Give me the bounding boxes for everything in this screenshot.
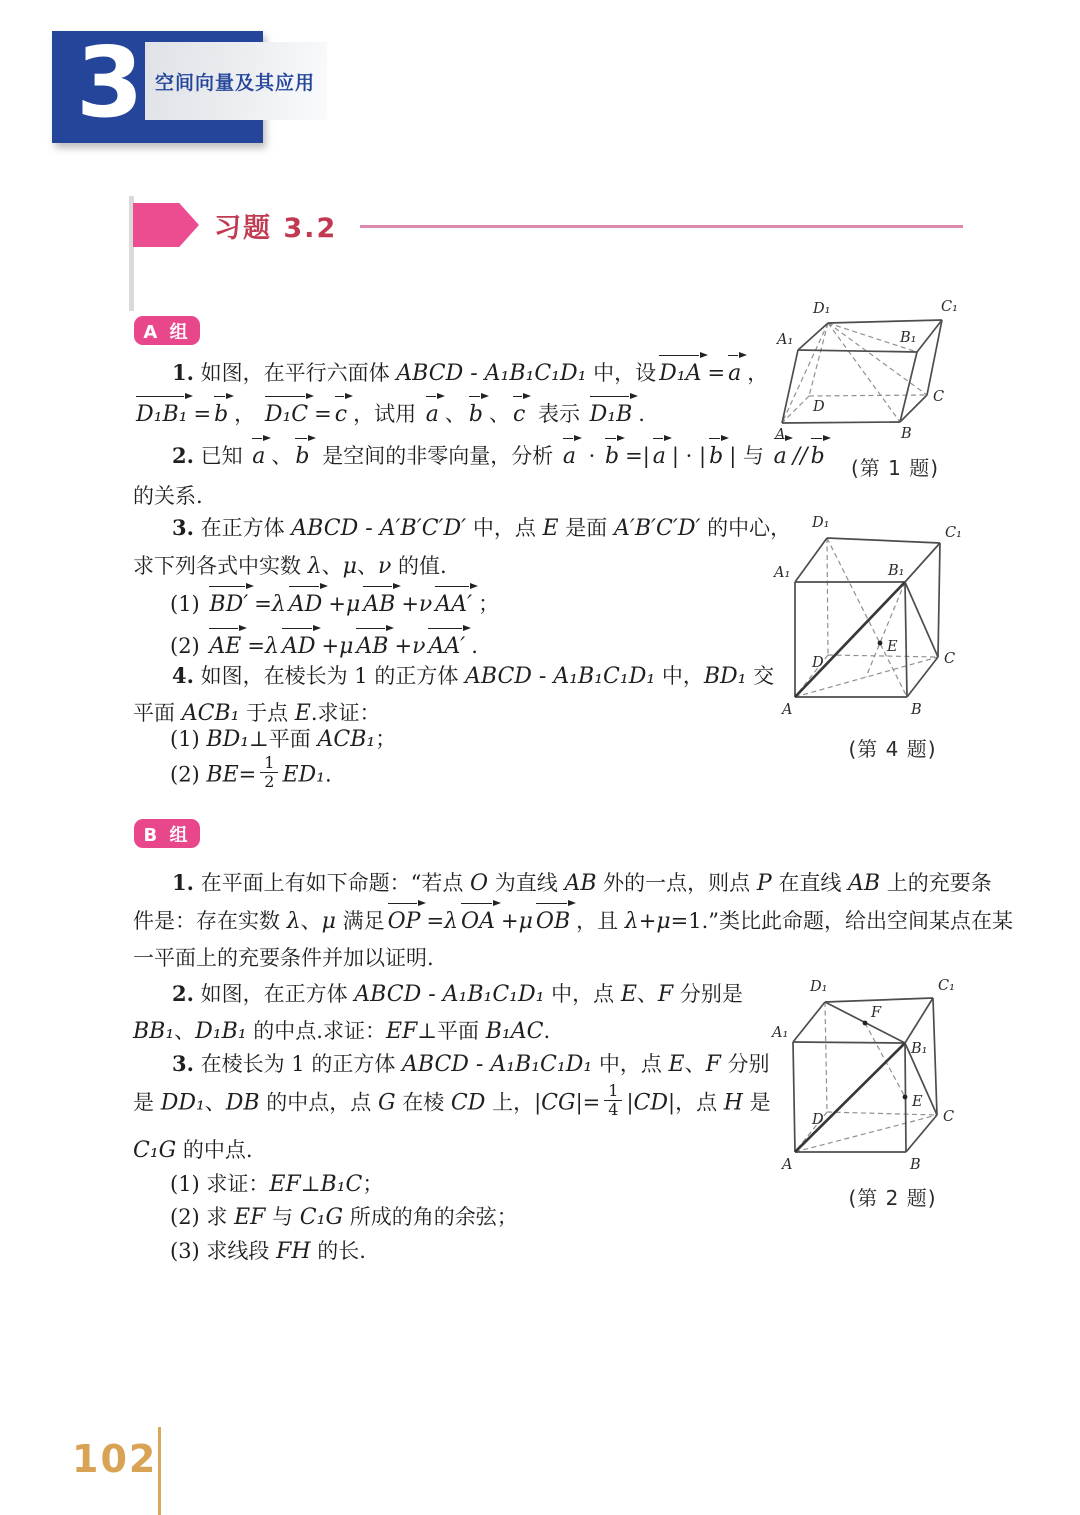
fig1-label-d: D: [813, 399, 825, 415]
fig2-label-d: D: [812, 1112, 824, 1128]
figure1-caption: (第 1 题): [850, 456, 940, 480]
problem-b3-item-3: (3) 求线段 FH 的长.: [170, 1239, 366, 1264]
problem-b1-line-1: 1. 在平面上有如下命题：“若点 O 为直线 AB 外的一点，则点 P 在直线 AB 上的充要条: [172, 870, 992, 896]
chapter-title-box: [145, 42, 327, 120]
banner-arrow-icon: [133, 203, 199, 247]
fig4-label-e: E: [887, 639, 898, 655]
problem-a4-line-1: 4. 如图，在棱长为 1 的正方体 ABCD - A₁B₁C₁D₁ 中，BD₁ 交: [172, 663, 775, 689]
problem-a1-line-1: 1. 如图，在平行六面体 ABCD - A₁B₁C₁D₁ 中，设 D₁A = a ，: [172, 357, 768, 389]
fig4-label-a: A: [782, 702, 793, 718]
fig4-point-e-dot: [878, 641, 883, 646]
problem-b3-line-2: 是 DD₁、DB 的中点，点 G 在棱 CD 上，|CG|= $\frac{1}{4}$ |CD|，点 H 是: [133, 1081, 771, 1120]
problem-b1-line-3: 一平面上的充要条件并加以证明.: [133, 946, 434, 970]
fig4-label-a1: A₁: [774, 565, 791, 581]
fig1-label-b: B: [901, 426, 912, 442]
fig2-label-a: A: [782, 1157, 793, 1173]
figure4-caption: (第 4 题): [848, 737, 937, 761]
problem-b3-line-1: 3. 在棱长为 1 的正方体 ABCD - A₁B₁C₁D₁ 中，点 E、F 分别: [172, 1051, 770, 1077]
fig2-label-c1: C₁: [938, 978, 955, 994]
group-b-badge: B 组: [134, 819, 200, 848]
fig1-label-a: A: [775, 427, 786, 443]
fig2-label-b1: B₁: [911, 1041, 928, 1057]
fig2-label-b: B: [910, 1157, 921, 1173]
problem-a4-item-2: (2) BE= $\frac{1}{2}$ ED₁.: [170, 753, 332, 792]
problem-a3-eq-2: (2) AE =λ AD +μ AB +ν AA′ .: [170, 630, 478, 662]
fig2-label-e: E: [912, 1094, 923, 1110]
fig4-label-c1: C₁: [945, 525, 962, 541]
fig1-label-c: C: [933, 389, 945, 405]
problem-b3-item-2: (2) 求 EF 与 C₁G 所成的角的余弦；: [170, 1205, 518, 1230]
problem-a4-item-1: (1) BD₁⊥平面 ACB₁；: [170, 727, 397, 752]
fig2-point-f-dot: [863, 1021, 868, 1026]
fig1-label-a1: A₁: [777, 332, 794, 348]
page-number: 102: [72, 1437, 158, 1481]
figure-problem-a1: [775, 295, 1015, 452]
problem-a3-line-1: 3. 在正方体 ABCD - A′B′C′D′ 中，点 E 是面 A′B′C′D′ 的中心，: [172, 515, 792, 541]
problem-b1-line-2: 件是：存在实数 λ、μ 满足 OP =λ OA +μ OB ，且 λ+μ=1.”类比此命题，给出空间某点在某: [133, 905, 1013, 937]
fig2-label-a1: A₁: [772, 1025, 789, 1041]
problem-a2-line-2: 的关系.: [133, 484, 203, 508]
problem-a3-eq-1: (1) BD′ =λ AD +μ AB +ν AA′ ；: [170, 588, 499, 620]
problem-b2-line-2: BB₁、D₁B₁ 的中点.求证：EF⊥平面 B₁AC.: [133, 1019, 551, 1044]
footer-rule: [158, 1427, 161, 1515]
fig1-label-d1: D₁: [813, 301, 831, 317]
problem-b2-line-1: 2. 如图，在正方体 ABCD - A₁B₁C₁D₁ 中，点 E、F 分别是: [172, 981, 743, 1007]
fig2-label-f: F: [871, 1005, 882, 1021]
banner-rule: [360, 225, 963, 228]
fig4-label-c: C: [944, 651, 956, 667]
fig2-label-d1: D₁: [810, 979, 828, 995]
exercise-title: 习题 3.2: [214, 213, 338, 244]
chapter-title: 空间向量及其应用: [155, 71, 316, 94]
fig4-label-d: D: [812, 655, 824, 671]
chapter-number: 3: [76, 26, 144, 139]
problem-a4-line-2: 平面 ACB₁ 于点 E.求证：: [133, 701, 381, 726]
figure-problem-a4: [770, 505, 1015, 723]
problem-b3-line-3: C₁G 的中点.: [133, 1138, 253, 1163]
fig2-label-c: C: [943, 1109, 955, 1125]
problem-a1-line-2: D₁B₁ = b ， D₁C = c ，试用 a 、 b 、 c 表示 D₁B .: [133, 398, 645, 430]
group-a-badge: A 组: [134, 316, 200, 345]
fig2-point-e-dot: [903, 1095, 908, 1100]
fig1-label-b1: B₁: [900, 330, 917, 346]
fig4-label-b1: B₁: [888, 563, 905, 579]
problem-b3-item-1: (1) 求证：EF⊥B₁C；: [170, 1172, 384, 1197]
fig1-label-c1: C₁: [941, 299, 958, 315]
fig4-label-d1: D₁: [812, 515, 830, 531]
problem-a2-line-1: 2. 已知 a 、 b 是空间的非零向量，分析 a · b =| a | · | b | 与 a // b: [172, 440, 831, 472]
fig4-label-b: B: [911, 702, 922, 718]
problem-a3-line-2: 求下列各式中实数 λ、μ、ν 的值.: [133, 554, 447, 579]
figure2-caption: (第 2 题): [848, 1186, 937, 1210]
figure-problem-b2: [770, 975, 1015, 1175]
